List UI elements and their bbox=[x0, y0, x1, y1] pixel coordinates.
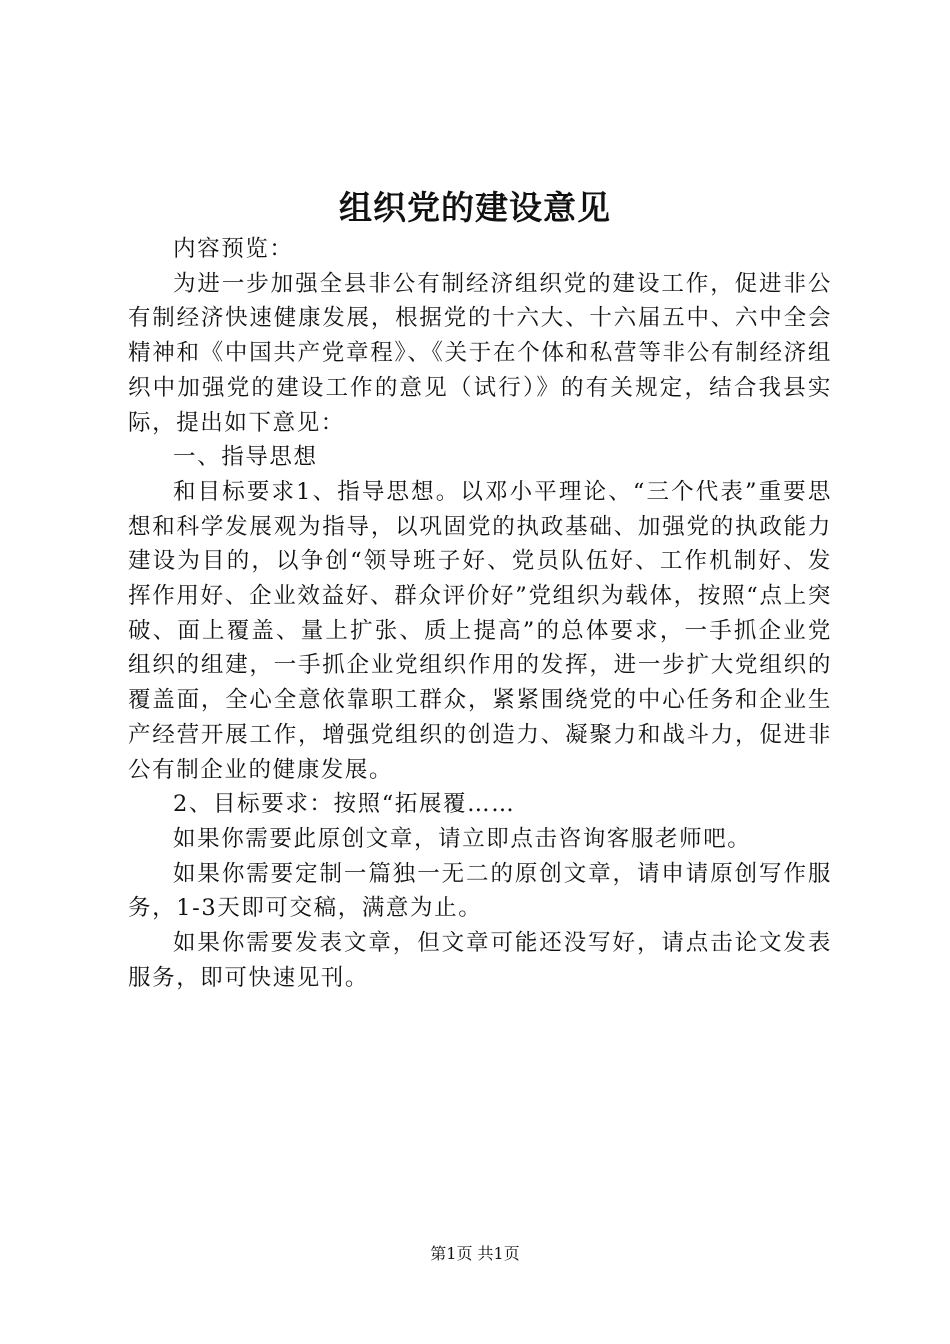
custom-writing-paragraph: 如果你需要定制一篇独一无二的原创文章，请申请原创写作服务，1-3天即可交稿，满意为止。 bbox=[128, 860, 832, 922]
document-title: 组织党的建设意见 bbox=[339, 188, 611, 227]
section-heading-guiding-thought: 一、指导思想 bbox=[173, 444, 318, 471]
guiding-thought-paragraph: 和目标要求1、指导思想。以邓小平理论、“三个代表”重要思想和科学发展观为指导，以巩固党的执政基础、加强党的执政能力建设为目的，以争创“领导班子好、党员队伍好、工作机制好、发挥作用好、企业效益好、群众评价好”党组织为载体，按照“点上突破、面上覆盖、量上扩张、质上提高”的总体要求，一手抓企业党组织的组建，一手抓企业党组织作用的发挥，进一步扩大党组织的覆盖面，全心全意依靠职工群众，紧紧围绕党的中心任务和企业生产经营开展工作，增强党组织的创造力、凝聚力和战斗力，促进非公有制企业的健康发展。 bbox=[128, 478, 832, 783]
publish-service-paragraph: 如果你需要发表文章，但文章可能还没写好，请点击论文发表服务，即可快速见刊。 bbox=[128, 930, 832, 991]
page-number-footer: 第1页 共1页 bbox=[430, 1244, 520, 1263]
document-body bbox=[128, 232, 832, 995]
consult-service-paragraph: 如果你需要此原创文章，请立即点击咨询客服老师吧。 bbox=[173, 825, 752, 852]
intro-paragraph: 为进一步加强全县非公有制经济组织党的建设工作，促进非公有制经济快速健康发展，根据党的十六大、十六届五中、六中全会精神和《中国共产党章程》、《关于在个体和私营等非公有制经济组织中加强党的建设工作的意见（试行）》的有关规定，结合我县实际，提出如下意见： bbox=[128, 270, 832, 436]
preview-label: 内容预览： bbox=[173, 236, 294, 262]
target-requirements-paragraph: 2、目标要求：按照“拓展覆…… bbox=[173, 791, 516, 818]
